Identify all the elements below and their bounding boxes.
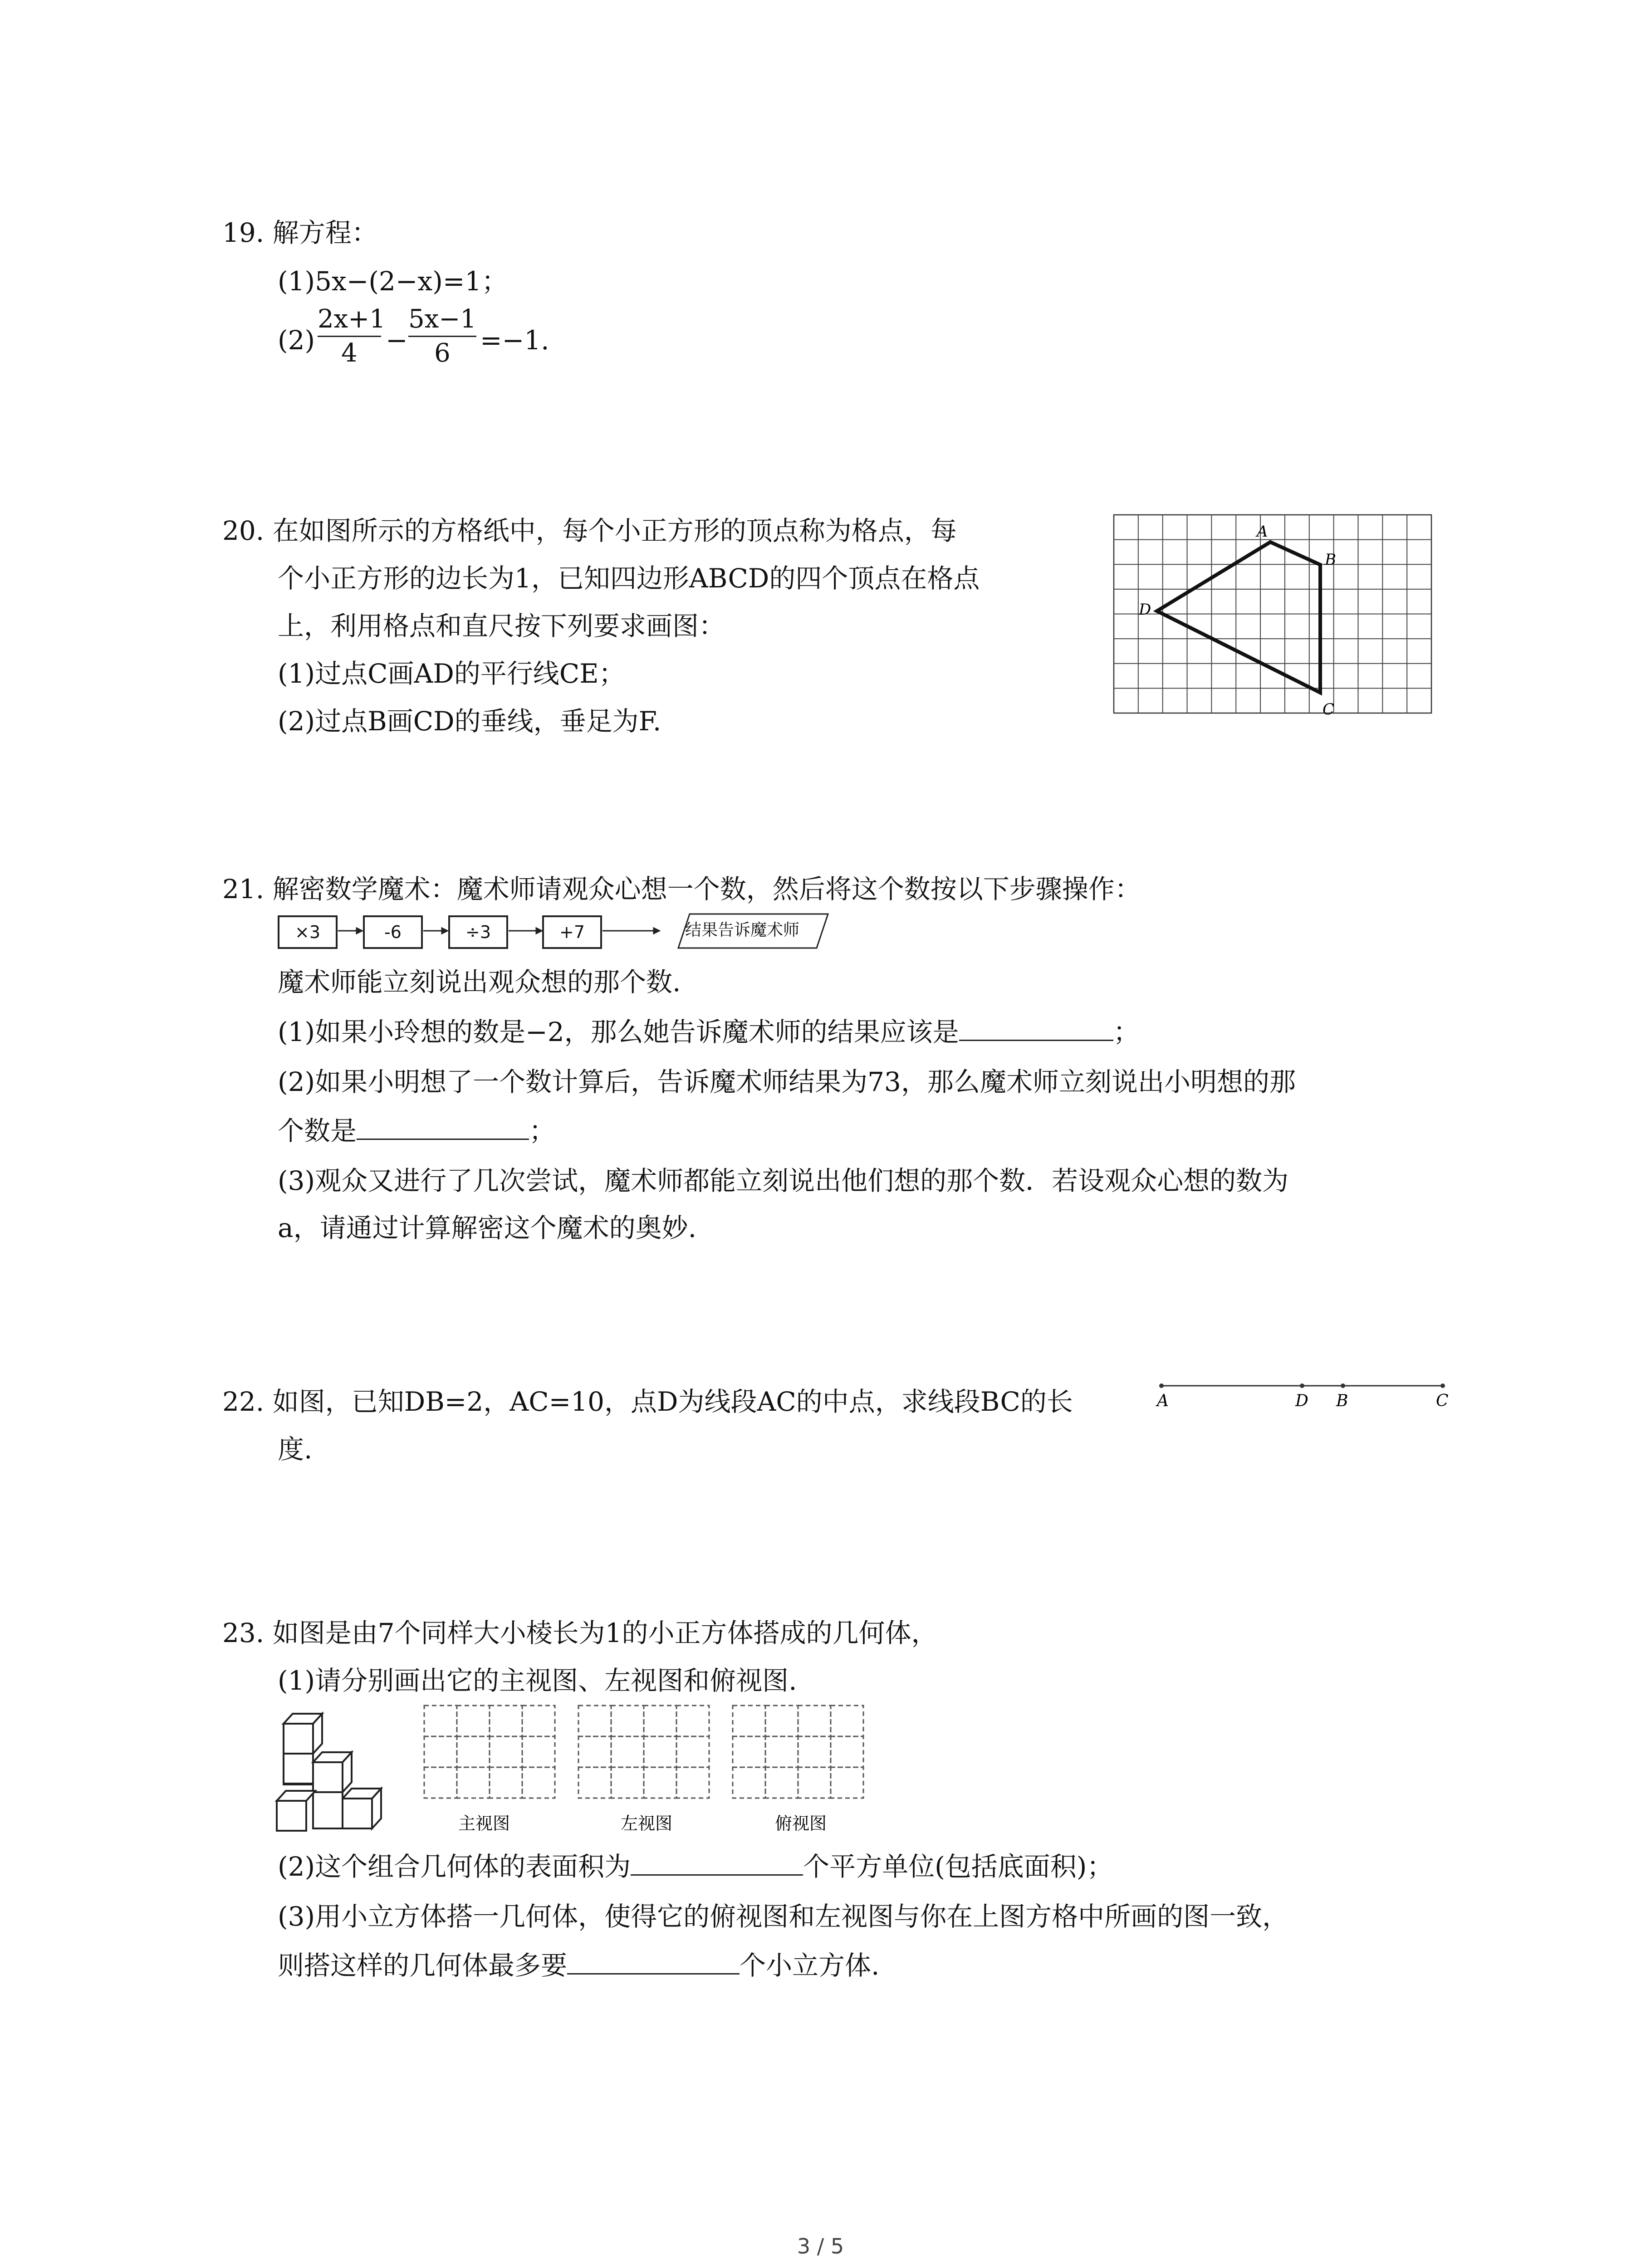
view-grid-cell [611, 1706, 644, 1736]
answer-blank-3[interactable] [631, 1851, 803, 1876]
top-view-label: 俯视图 [775, 1813, 827, 1833]
q22-segment-figure [1152, 1374, 1452, 1415]
view-grid-cell [733, 1706, 765, 1736]
q23-part1: (1)请分别画出它的主视图、左视图和俯视图. [278, 1665, 797, 1696]
q20-line2: 个小正方形的边长为1，已知四边形ABCD的四个顶点在格点 [278, 563, 980, 594]
label-d: D [1139, 601, 1151, 619]
q22-line2: 度. [278, 1434, 313, 1465]
q21-part2-line2: 个数是 ； [278, 1115, 556, 1146]
q21-part2-line1: (2)如果小明想了一个数计算后，告诉魔术师结果为73，那么魔术师立刻说出小明想的那 [278, 1066, 1296, 1097]
view-grid-cell [578, 1767, 611, 1798]
point-a-label: A [1157, 1392, 1169, 1410]
step-box-4: +7 [542, 915, 602, 949]
view-grid-cell [578, 1736, 611, 1767]
q20-line3: 上，利用格点和直尺按下列要求画图： [278, 611, 725, 641]
view-grid-cell [676, 1706, 709, 1736]
q20-line1: 20. 在如图所示的方格纸中，每个小正方形的顶点称为格点，每 [222, 515, 957, 546]
label-b: B [1325, 551, 1336, 569]
view-grid-cell [490, 1767, 522, 1798]
view-grid-cell [676, 1767, 709, 1798]
view-grid-cell [765, 1736, 798, 1767]
view-grid-cell [831, 1706, 863, 1736]
view-grid-cell [457, 1736, 490, 1767]
step-box-2: -6 [363, 915, 423, 949]
answer-blank-4[interactable] [567, 1950, 740, 1975]
q19-title: 19. 解方程： [222, 217, 378, 248]
q19-part2-suffix: =−1. [480, 325, 549, 356]
page-number: 3 / 5 [797, 2234, 844, 2258]
view-grid-cell [611, 1736, 644, 1767]
q23-part3-line1: (3)用小立方体搭一几何体，使得它的俯视图和左视图与你在上图方格中所画的图一致， [278, 1901, 1289, 1932]
view-grid-cell [831, 1767, 863, 1798]
q23-part3-line2: 则搭这样的几何体最多要 个小立方体. [278, 1950, 880, 1981]
view-grid-cell [765, 1767, 798, 1798]
view-grid-cell [644, 1767, 676, 1798]
point-d-label: D [1295, 1392, 1308, 1410]
view-grid-cell [798, 1736, 831, 1767]
view-grid-cell [490, 1736, 522, 1767]
q23-line1: 23. 如图是由7个同样大小棱长为1的小正方体搭成的几何体， [222, 1618, 938, 1648]
q22-line1: 22. 如图，已知DB=2，AC=10，点D为线段AC的中点，求线段BC的长 [222, 1386, 1073, 1417]
view-grid-cell [424, 1767, 457, 1798]
view-grid-cell [522, 1736, 555, 1767]
cube-solid-figure [274, 1706, 411, 1842]
q19-fraction-1: 2x+1 4 [318, 304, 386, 368]
view-grid-cell [490, 1706, 522, 1736]
q20-part2: (2)过点B画CD的垂线，垂足为F. [278, 706, 661, 737]
q19-minus: − [386, 325, 408, 356]
q19-part1: (1)5x−(2−x)=1； [278, 266, 508, 297]
q20-grid-figure [1109, 510, 1445, 721]
view-grid-cell [611, 1767, 644, 1798]
view-grid-cell [733, 1767, 765, 1798]
view-grid-cell [765, 1706, 798, 1736]
answer-blank-1[interactable] [959, 1016, 1113, 1041]
view-grid-cell [798, 1706, 831, 1736]
q23-part2: (2)这个组合几何体的表面积为 个平方单位(包括底面积)； [278, 1851, 1113, 1882]
q21-part3-line1: (3)观众又进行了几次尝试，魔术师都能立刻说出他们想的那个数．若设观众心想的数为 [278, 1165, 1289, 1196]
step-box-1: ×3 [278, 915, 338, 949]
view-grid-cell [798, 1767, 831, 1798]
view-grid-cell [522, 1706, 555, 1736]
view-grid-cell [644, 1706, 676, 1736]
point-b-label: B [1336, 1392, 1348, 1410]
q21-part3-line2: a，请通过计算解密这个魔术的奥妙. [278, 1212, 697, 1243]
front-view-label: 主视图 [458, 1813, 510, 1833]
view-grid-cell [457, 1706, 490, 1736]
view-grid-cell [644, 1736, 676, 1767]
view-grid-cell [522, 1767, 555, 1798]
view-grids [422, 1703, 889, 1833]
view-grid-cell [424, 1706, 457, 1736]
point-c-label: C [1436, 1392, 1449, 1410]
label-a: A [1257, 523, 1268, 541]
left-view-label: 左视图 [621, 1813, 673, 1833]
q21-line1: 21. 解密数学魔术：魔术师请观众心想一个数，然后将这个数按以下步骤操作： [222, 874, 1141, 904]
label-c: C [1323, 700, 1335, 719]
q19-part2-prefix: (2) [278, 325, 315, 356]
view-grid-cell [831, 1736, 863, 1767]
view-grid-cell [676, 1736, 709, 1767]
result-box-label: 结果告诉魔术师 [685, 921, 800, 939]
q20-part1: (1)过点C画AD的平行线CE； [278, 658, 625, 689]
q21-part1: (1)如果小玲想的数是−2，那么她告诉魔术师的结果应该是 ； [278, 1017, 1140, 1047]
q21-line2: 魔术师能立刻说出观众想的那个数. [278, 967, 681, 997]
q19-fraction-2: 5x−1 6 [408, 304, 476, 368]
view-grid-cell [578, 1706, 611, 1736]
view-grid-cell [424, 1736, 457, 1767]
step-box-3: ÷3 [448, 915, 508, 949]
view-grid-cell [457, 1767, 490, 1798]
view-grid-cell [733, 1736, 765, 1767]
answer-blank-2[interactable] [357, 1115, 529, 1140]
